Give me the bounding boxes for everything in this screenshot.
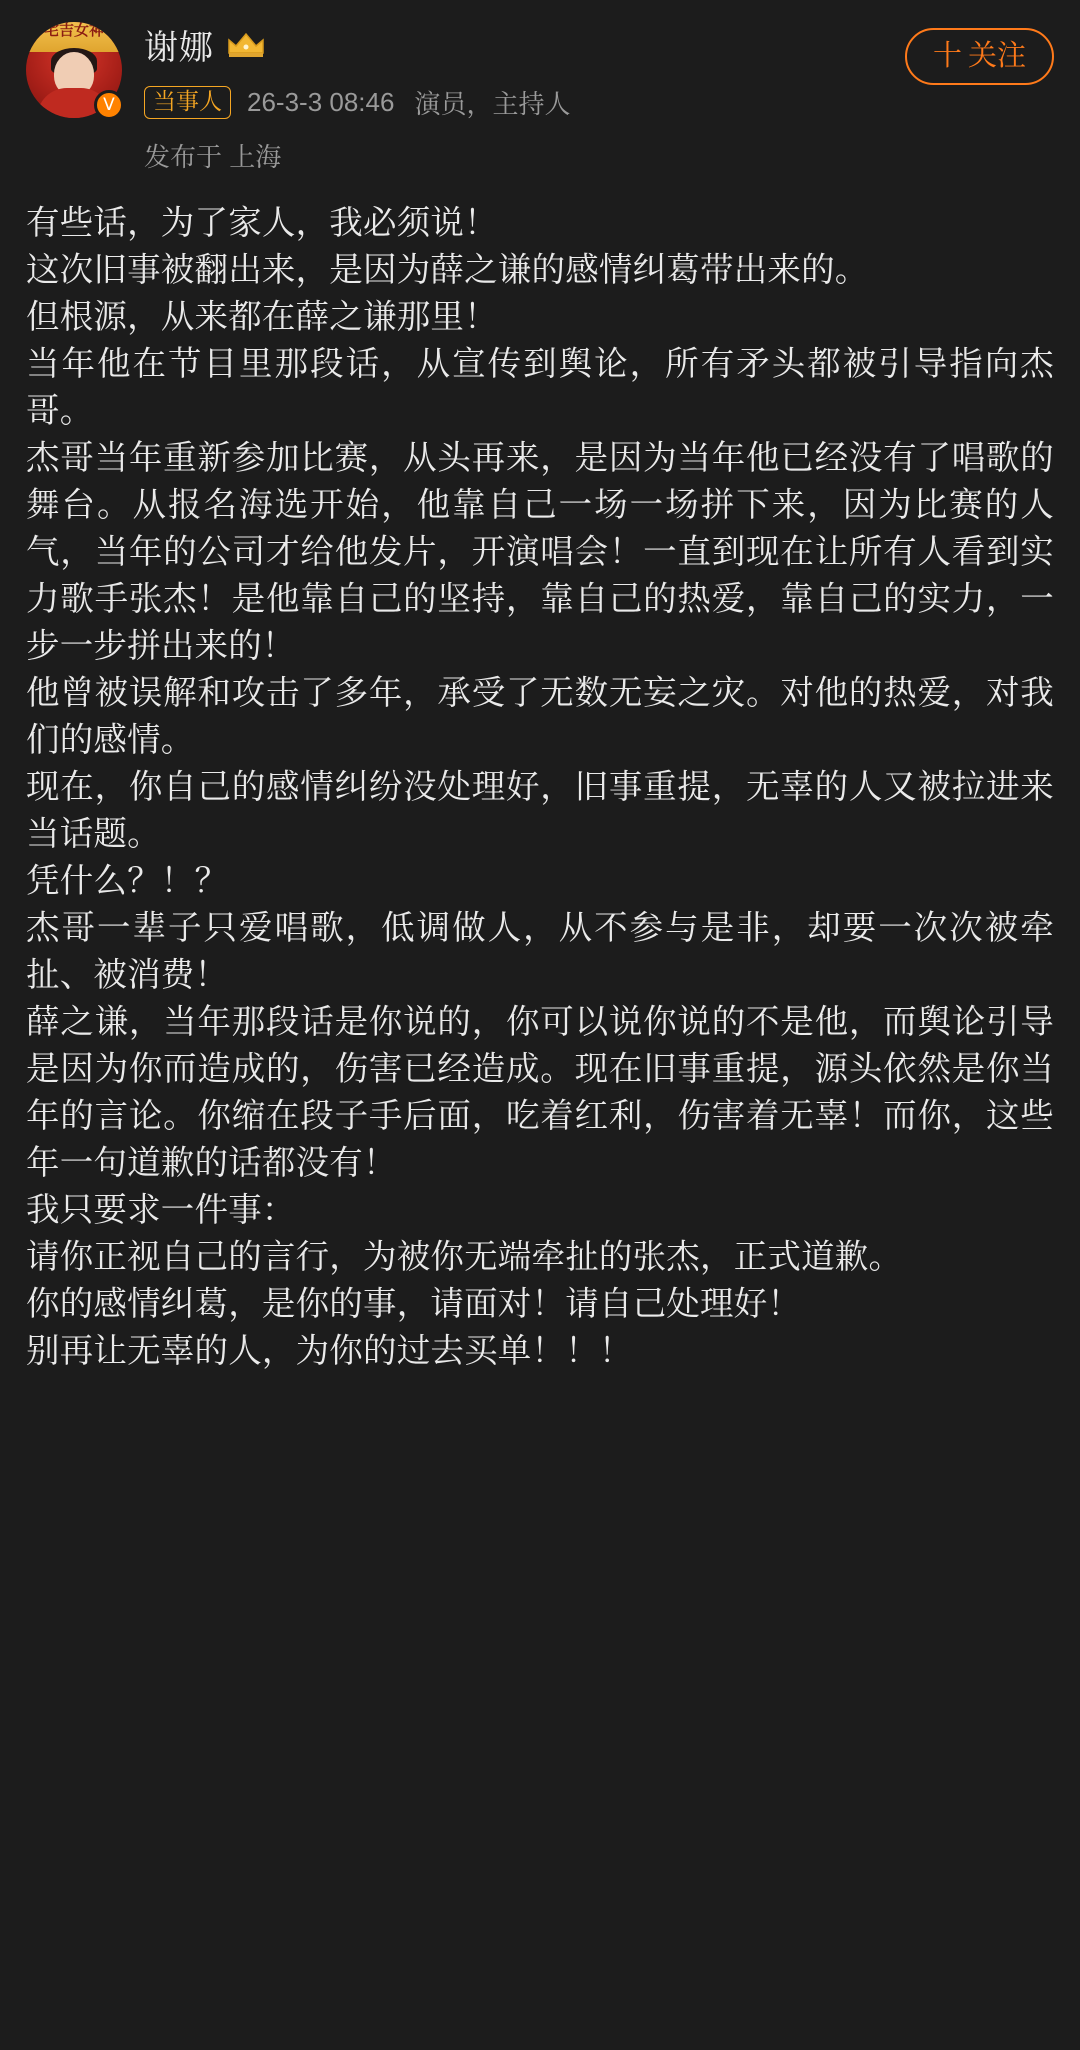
post-paragraph: 请你正视自己的言行，为被你无端牵扯的张杰，正式道歉。 bbox=[26, 1239, 903, 1276]
post-location: 发布于 上海 bbox=[144, 142, 282, 172]
post-paragraph: 有些话，为了家人，我必须说！ bbox=[26, 205, 498, 242]
post-timestamp: 26-3-3 08:46 bbox=[247, 87, 395, 117]
post-paragraph: 现在，你自己的感情纠纷没处理好，旧事重提，无辜的人又被拉进来当话题。 bbox=[26, 769, 1054, 853]
post-paragraph: 我只要求一件事： bbox=[26, 1192, 296, 1229]
post-header bbox=[0, 0, 1080, 174]
post-paragraph: 但根源，从来都在薛之谦那里！ bbox=[26, 299, 498, 336]
meta-row bbox=[144, 84, 1054, 121]
crown-icon bbox=[226, 29, 266, 59]
post-paragraph: 这次旧事被翻出来，是因为薛之谦的感情纠葛带出来的。 bbox=[26, 252, 869, 289]
post-paragraph: 你的感情纠葛，是你的事，请面对！请自己处理好！ bbox=[26, 1286, 802, 1323]
post-paragraph: 凭什么？！？ bbox=[26, 863, 229, 900]
follow-button-label: 关注 bbox=[967, 40, 1026, 72]
author-nickname[interactable]: 谢娜 bbox=[144, 28, 214, 67]
avatar-banner-text: 宅吉女神 bbox=[43, 22, 104, 39]
post-paragraph: 杰哥当年重新参加比赛，从头再来，是因为当年他已经没有了唱歌的舞台。从报名海选开始，他靠自己一场一场拼下来，因为比赛的人气，当年的公司才给他发片，开演唱会！一直到现在让所有人看到实力歌手张杰！是他靠自己的坚持，靠自己的热爱，靠自己的实力，一步一步拼出来的！ bbox=[26, 440, 1054, 665]
post-paragraph: 当年他在节目里那段话，从宣传到舆论，所有矛头都被引导指向杰哥。 bbox=[26, 346, 1054, 430]
post-content bbox=[0, 174, 1080, 1375]
post-paragraph: 杰哥一辈子只爱唱歌，低调做人，从不参与是非，却要一次次被牵扯、被消费！ bbox=[26, 910, 1054, 994]
follow-button[interactable] bbox=[905, 28, 1054, 85]
plus-icon: 十 bbox=[932, 40, 962, 72]
post-paragraph: 薛之谦，当年那段话是你说的，你可以说你说的不是他，而舆论引导是因为你而造成的，伤害已经造成。现在旧事重提，源头依然是你当年的言论。你缩在段子手后面，吃着红利，伤害着无辜！而你，这些年一句道歉的话都没有！ bbox=[26, 1004, 1054, 1182]
avatar[interactable] bbox=[26, 22, 122, 118]
party-tag[interactable]: 当事人 bbox=[144, 86, 231, 119]
author-occupation: 演员，主持人 bbox=[414, 89, 571, 119]
verified-badge-icon: V bbox=[94, 90, 124, 120]
post-paragraph: 别再让无辜的人，为你的过去买单！！！ bbox=[26, 1333, 633, 1370]
post-paragraph: 他曾被误解和攻击了多年，承受了无数无妄之灾。对他的热爱，对我们的感情。 bbox=[26, 675, 1054, 759]
